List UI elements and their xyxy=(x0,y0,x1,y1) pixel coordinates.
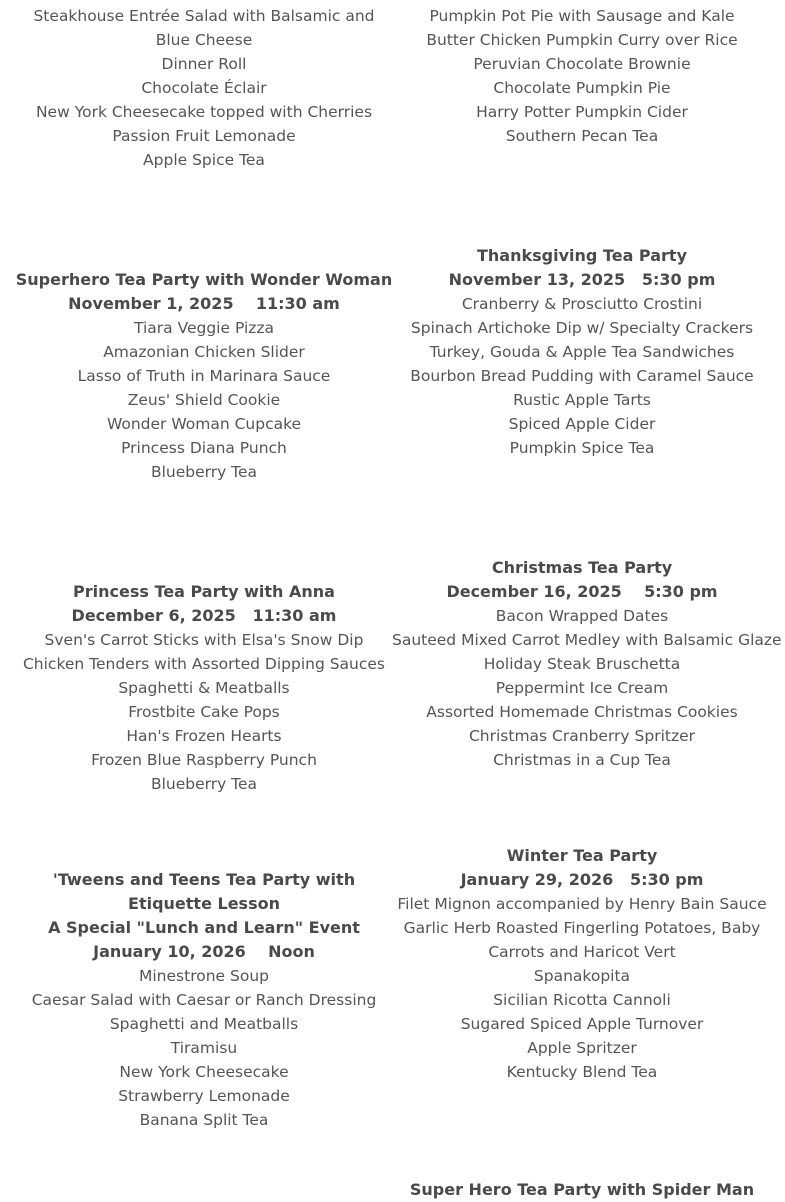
menu-item: Apple Spice Tea xyxy=(143,151,265,169)
menu-item: Spiced Apple Cider xyxy=(508,415,656,433)
menu-item: Lasso of Truth in Marinara Sauce xyxy=(77,367,331,385)
menu-item: Wonder Woman Cupcake xyxy=(106,415,302,433)
menu-item: Steakhouse Entrée Salad with Balsamic and Blue Cheese xyxy=(33,7,375,49)
event-winter xyxy=(392,844,772,1084)
menu-item: Sicilian Ricotta Cannoli xyxy=(493,991,671,1009)
menu-item: Sauteed Mixed Carrot Medley with Balsamic Glaze xyxy=(392,631,782,649)
menu-item: Bourbon Bread Pudding with Caramel Sauce xyxy=(410,367,754,385)
menu-item: Cranberry & Prosciutto Crostini xyxy=(461,295,703,313)
event-title: Super Hero Tea Party with Spider Man xyxy=(409,1180,755,1199)
menu-item: Princess Diana Punch xyxy=(121,439,287,457)
event-date: January 29, 2026 5:30 pm xyxy=(460,870,704,889)
menu-item: Passion Fruit Lemonade xyxy=(112,127,296,145)
menu-item: Bacon Wrapped Dates xyxy=(495,607,669,625)
event-date: December 6, 2025 11:30 am xyxy=(71,606,337,625)
menu-item: Southern Pecan Tea xyxy=(505,127,659,145)
menu-item: Banana Split Tea xyxy=(139,1111,269,1129)
menu-item: Tiara Veggie Pizza xyxy=(133,319,275,337)
event-date: November 1, 2025 11:30 am xyxy=(68,294,340,313)
menu-item: Harry Potter Pumpkin Cider xyxy=(476,103,688,121)
menu-item: Sven's Carrot Sticks with Elsa's Snow Dip xyxy=(44,631,364,649)
event-tweens xyxy=(14,868,394,1132)
menu-item: Dinner Roll xyxy=(161,55,247,73)
menu-item: Spaghetti & Meatballs xyxy=(118,679,290,697)
menu-item: Filet Mignon accompanied by Henry Bain Sauce xyxy=(397,895,767,913)
menu-item: Pumpkin Spice Tea xyxy=(509,439,655,457)
event-title: 'Tweens and Teens Tea Party with Etiquette Lesson xyxy=(52,870,356,913)
menu-item: Peruvian Chocolate Brownie xyxy=(473,55,691,73)
menu-item: Spaghetti and Meatballs xyxy=(109,1015,299,1033)
menu-item: Chocolate Pumpkin Pie xyxy=(493,79,671,97)
menu-item: Garlic Herb Roasted Fingerling Potatoes, Baby Carrots and Haricot Vert xyxy=(403,919,761,961)
event-christmas xyxy=(392,556,782,772)
menu-item: Rustic Apple Tarts xyxy=(513,391,651,409)
menu-item: Kentucky Blend Tea xyxy=(506,1063,658,1081)
menu-item: Pumpkin Pot Pie with Sausage and Kale xyxy=(429,7,735,25)
event-title: Christmas Tea Party xyxy=(491,558,673,577)
menu-item: Butter Chicken Pumpkin Curry over Rice xyxy=(426,31,738,49)
menu-item: Sugared Spiced Apple Turnover xyxy=(460,1015,704,1033)
menu-item: Minestrone Soup xyxy=(139,967,269,985)
event-title: Princess Tea Party with Anna xyxy=(73,582,335,601)
menu-list-right-top xyxy=(392,4,772,148)
menu-item: Christmas Cranberry Spritzer xyxy=(468,727,696,745)
menu-item: Strawberry Lemonade xyxy=(118,1087,290,1105)
event-date: November 13, 2025 5:30 pm xyxy=(448,270,716,289)
event-title: Superhero Tea Party with Wonder Woman xyxy=(15,270,393,289)
menu-item: Zeus' Shield Cookie xyxy=(127,391,281,409)
event-date: December 16, 2025 5:30 pm xyxy=(446,582,718,601)
menu-item: Amazonian Chicken Slider xyxy=(103,343,305,361)
menu-item: Peppermint Ice Cream xyxy=(495,679,669,697)
event-subtitle: A Special "Lunch and Learn" Event xyxy=(48,918,360,937)
menu-item: Apple Spritzer xyxy=(527,1039,637,1057)
menu-item: Han's Frozen Hearts xyxy=(126,727,282,745)
event-title: Winter Tea Party xyxy=(506,846,658,865)
menu-item: Christmas in a Cup Tea xyxy=(493,751,671,769)
event-spiderman xyxy=(392,1178,772,1202)
menu-item: Holiday Steak Bruschetta xyxy=(483,655,681,673)
event-thanksgiving xyxy=(392,244,772,460)
menu-item: Assorted Homemade Christmas Cookies xyxy=(426,703,738,721)
menu-item: Turkey, Gouda & Apple Tea Sandwiches xyxy=(429,343,735,361)
menu-item: Spinach Artichoke Dip w/ Specialty Crackers xyxy=(410,319,754,337)
menu-item: Chocolate Éclair xyxy=(141,79,267,97)
menu-list-left-top xyxy=(14,4,394,172)
event-superhero xyxy=(14,268,394,484)
menu-item: Frozen Blue Raspberry Punch xyxy=(91,751,317,769)
menu-item: New York Cheesecake xyxy=(119,1063,289,1081)
menu-item: Chicken Tenders with Assorted Dipping Sauces xyxy=(22,655,386,673)
event-princess xyxy=(14,580,394,796)
menu-item: Caesar Salad with Caesar or Ranch Dressing xyxy=(31,991,377,1009)
menu-item: Tiramisu xyxy=(170,1039,238,1057)
menu-item: Blueberry Tea xyxy=(150,463,258,481)
menu-item: Spanakopita xyxy=(533,967,631,985)
menu-item: New York Cheesecake topped with Cherries xyxy=(35,103,373,121)
event-title: Thanksgiving Tea Party xyxy=(477,246,687,265)
menu-item: Frostbite Cake Pops xyxy=(128,703,280,721)
event-date: January 10, 2026 Noon xyxy=(93,942,315,961)
menu-item: Blueberry Tea xyxy=(150,775,258,793)
